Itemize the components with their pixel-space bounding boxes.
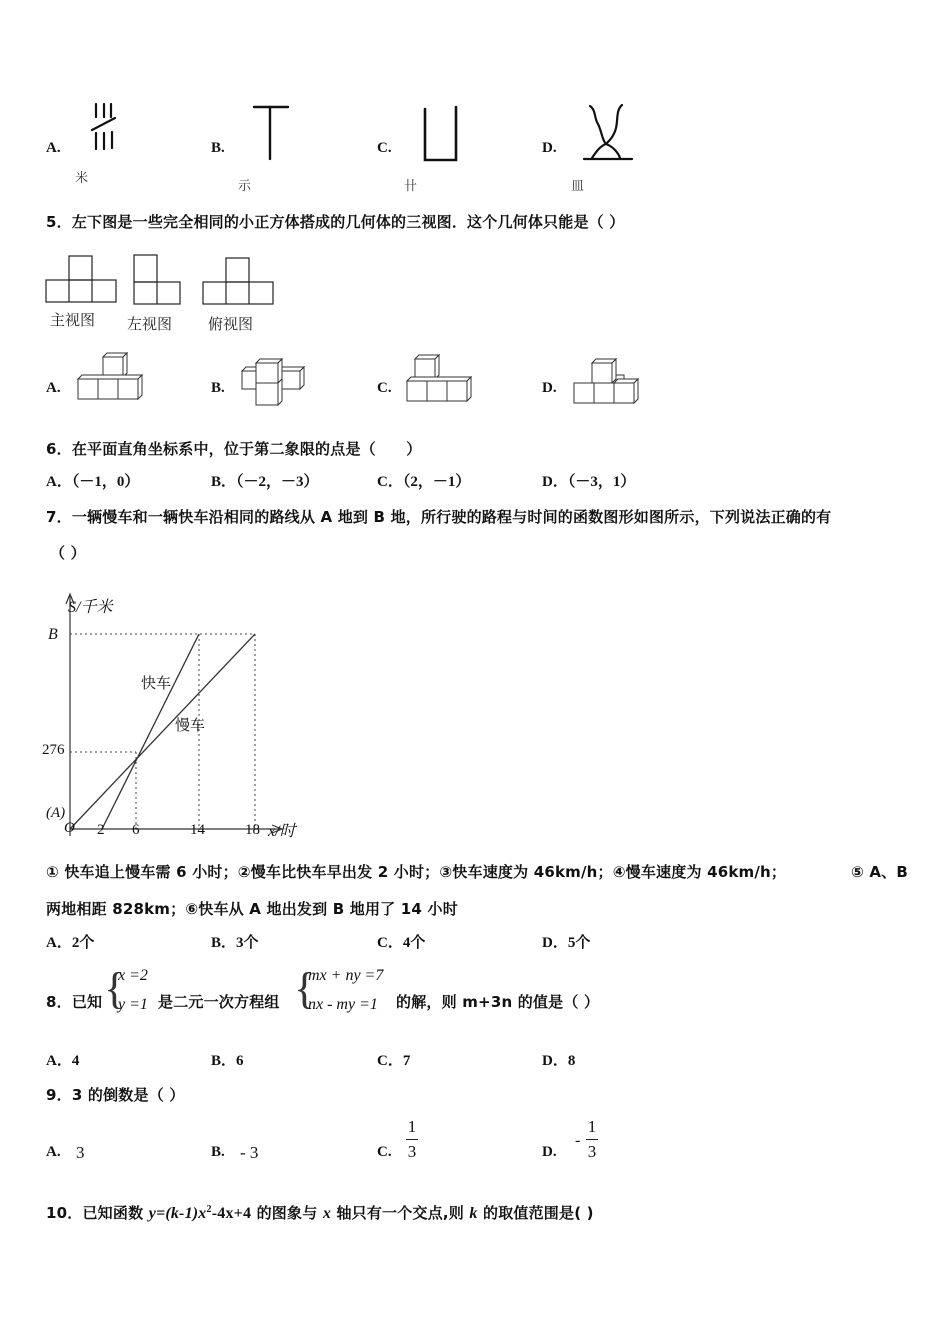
q7-statements-line1: ① 快车追上慢车需 6 小时；②慢车比快车早出发 2 小时；③快车速度为 46km/h；④慢车速度为 46km/h； bbox=[46, 863, 787, 881]
y-tick-276: 276 bbox=[42, 742, 65, 758]
fast-car-label: 快车 bbox=[141, 674, 172, 692]
three-views-figure bbox=[44, 252, 284, 308]
q7-option-c-letter: C． bbox=[377, 935, 403, 951]
q9-option-d-letter: D. bbox=[542, 1144, 557, 1160]
q8-stem bbox=[46, 964, 926, 1024]
q6-option-b bbox=[211, 470, 319, 491]
q8-option-c-letter: C． bbox=[377, 1053, 403, 1069]
q10-text-2: 的图象与 bbox=[251, 1204, 323, 1222]
q8-option-a bbox=[46, 1049, 79, 1070]
q4-option-a-letter: A. bbox=[46, 140, 61, 156]
q6-options bbox=[0, 470, 950, 494]
slow-car-line bbox=[70, 634, 255, 829]
q8-prefix: 8．已知 bbox=[46, 993, 103, 1011]
distance-time-chart bbox=[38, 588, 318, 843]
q8-sys1-eq1: x =2 bbox=[118, 967, 148, 984]
q10-text-3: 轴只有一个交点,则 bbox=[331, 1204, 470, 1222]
q6-option-c-value: （2，－1） bbox=[402, 474, 471, 490]
q9-option-c-letter: C. bbox=[377, 1144, 392, 1160]
q7-option-d-value: 5个 bbox=[567, 935, 591, 951]
q5-option-d-letter: D. bbox=[542, 380, 557, 396]
fraction-bar bbox=[406, 1139, 418, 1140]
q4-option-b-letter: B. bbox=[211, 140, 225, 156]
q6-option-d-value: （－3，1） bbox=[567, 474, 636, 490]
q10-var-x: x bbox=[322, 1205, 332, 1222]
q4-option-c-letter: C. bbox=[377, 140, 392, 156]
q4-option-b-caption: 示 bbox=[238, 179, 252, 194]
q7-stem-line1: 7．一辆慢车和一辆快车沿相同的路线从 A 地到 B 地，所行驶的路程与时间的函数图形如图所示，下列说法正确的有 bbox=[46, 508, 832, 526]
q6-stem: 6．在平面直角坐标系中，位于第二象限的点是（ ） bbox=[46, 440, 422, 458]
q7-option-d bbox=[542, 931, 590, 952]
x-tick-18: 18 bbox=[245, 822, 260, 838]
q7-stem-line2: （ ） bbox=[50, 544, 86, 562]
q4-option-c-caption: 卄 bbox=[404, 179, 418, 194]
q7-statements-line1-tail: ⑤ A、B bbox=[851, 863, 908, 881]
q10-stem bbox=[46, 1202, 594, 1223]
q5-stem: 5．左下图是一些完全相同的小正方体搭成的几何体的三视图．这个几何体只能是（ ） bbox=[46, 213, 625, 231]
q8-option-b-letter: B． bbox=[211, 1053, 237, 1069]
q10-function: y=(k-1)x bbox=[148, 1205, 207, 1222]
q9-option-b-value: - 3 bbox=[240, 1143, 259, 1162]
q9-option-a-value: 3 bbox=[76, 1143, 85, 1162]
oracle-shi-glyph-icon bbox=[250, 104, 300, 164]
x-axis-label: x/时 bbox=[268, 823, 296, 840]
q8-sys2-eq1: mx + ny =7 bbox=[308, 967, 384, 984]
q4-option-d-caption: 皿 bbox=[571, 179, 585, 194]
q6-option-d bbox=[542, 470, 635, 491]
q10-function-tail: -4x+4 bbox=[211, 1205, 252, 1222]
q8-option-c bbox=[377, 1049, 410, 1070]
left-brace-icon: { bbox=[294, 964, 316, 1013]
fraction-numerator: 1 bbox=[407, 1117, 417, 1136]
q6-option-a bbox=[46, 470, 139, 491]
cube-figure-d-icon bbox=[572, 357, 644, 409]
q7-option-c-value: 4个 bbox=[402, 935, 426, 951]
q5-option-b-letter: B. bbox=[211, 380, 225, 396]
q9-options bbox=[0, 1118, 950, 1168]
q6-option-d-letter: D． bbox=[542, 474, 568, 490]
q9-option-b-letter: B. bbox=[211, 1144, 225, 1160]
q4-options bbox=[0, 0, 950, 200]
q4-option-a-caption: 米 bbox=[75, 171, 89, 186]
q6-option-b-letter: B． bbox=[211, 474, 237, 490]
top-view-label: 俯视图 bbox=[208, 315, 254, 333]
q8-middle: 是二元一次方程组 bbox=[158, 993, 280, 1011]
q8-option-d bbox=[542, 1049, 575, 1070]
q7-option-b-letter: B． bbox=[211, 935, 237, 951]
q5-option-c-letter: C. bbox=[377, 380, 392, 396]
x-tick-14: 14 bbox=[190, 822, 205, 838]
origin-point-label: (A) bbox=[46, 805, 66, 821]
cube-figure-a-icon bbox=[76, 353, 148, 405]
q5-three-views bbox=[44, 252, 284, 342]
q7-option-b-value: 3个 bbox=[236, 935, 259, 951]
fraction-denominator: 3 bbox=[407, 1142, 417, 1161]
origin-label: O bbox=[64, 820, 75, 836]
fraction-denominator: 3 bbox=[587, 1142, 597, 1161]
q6-option-b-value: （－2，－3） bbox=[236, 474, 319, 490]
q8-sys2-eq2: nx - my =1 bbox=[308, 996, 378, 1013]
front-view-label: 主视图 bbox=[50, 311, 96, 329]
q8-option-b bbox=[211, 1049, 244, 1070]
q8-option-a-letter: A． bbox=[46, 1053, 72, 1069]
fraction-bar bbox=[586, 1139, 598, 1140]
q6-option-a-value: （－1，0） bbox=[71, 474, 140, 490]
q8-suffix: 的解，则 m+3n 的值是（ ） bbox=[396, 993, 600, 1011]
q10-var-k: k bbox=[469, 1205, 478, 1222]
fraction-numerator: 1 bbox=[587, 1117, 597, 1136]
q8-option-c-value: 7 bbox=[402, 1053, 411, 1069]
q6-option-a-letter: A． bbox=[46, 474, 72, 490]
q9-stem: 9．3 的倒数是（ ） bbox=[46, 1086, 185, 1104]
q9-option-a-letter: A. bbox=[46, 1144, 61, 1160]
q10-text-1: 10．已知函数 bbox=[46, 1204, 149, 1222]
q7-option-b bbox=[211, 931, 259, 952]
q9-option-c-fraction bbox=[406, 1118, 418, 1161]
q8-option-a-value: 4 bbox=[71, 1053, 80, 1069]
q9-option-d-sign: - bbox=[575, 1132, 581, 1149]
cube-figure-b-icon bbox=[240, 357, 312, 409]
slow-car-label: 慢车 bbox=[175, 716, 206, 734]
y-axis-label: S/千米 bbox=[68, 599, 113, 616]
q7-option-a-letter: A． bbox=[46, 935, 72, 951]
q10-exponent: 2 bbox=[206, 1204, 212, 1215]
oracle-min-glyph-icon bbox=[580, 102, 640, 164]
q8-option-d-value: 8 bbox=[567, 1053, 576, 1069]
q5-options bbox=[0, 345, 950, 415]
q4-option-d-letter: D. bbox=[542, 140, 557, 156]
q6-option-c-letter: C． bbox=[377, 474, 403, 490]
q9-option-d-fraction bbox=[586, 1118, 598, 1161]
q8-option-b-value: 6 bbox=[236, 1053, 244, 1069]
x-tick-6: 6 bbox=[132, 822, 140, 838]
cube-figure-c-icon bbox=[405, 353, 477, 405]
oracle-nian-glyph-icon bbox=[420, 104, 465, 166]
q8-option-d-letter: D． bbox=[542, 1053, 568, 1069]
oracle-mi-glyph-icon bbox=[88, 100, 128, 160]
q7-statements-line2: 两地相距 828km；⑥快车从 A 地出发到 B 地用了 14 小时 bbox=[46, 900, 458, 918]
x-tick-2: 2 bbox=[97, 822, 105, 838]
left-brace-icon: { bbox=[104, 964, 126, 1013]
y-tick-b: B bbox=[48, 626, 58, 643]
q7-option-c bbox=[377, 931, 425, 952]
q7-options bbox=[0, 931, 950, 955]
q7-option-a bbox=[46, 931, 94, 952]
q6-option-c bbox=[377, 470, 470, 491]
q8-sys1-eq2: y =1 bbox=[118, 996, 148, 1013]
q10-text-4: 的取值范围是( ) bbox=[477, 1204, 594, 1222]
left-view-label: 左视图 bbox=[127, 315, 173, 333]
q7-option-a-value: 2个 bbox=[71, 935, 95, 951]
q8-options bbox=[0, 1049, 950, 1073]
q5-option-a-letter: A. bbox=[46, 380, 61, 396]
q7-option-d-letter: D． bbox=[542, 935, 568, 951]
